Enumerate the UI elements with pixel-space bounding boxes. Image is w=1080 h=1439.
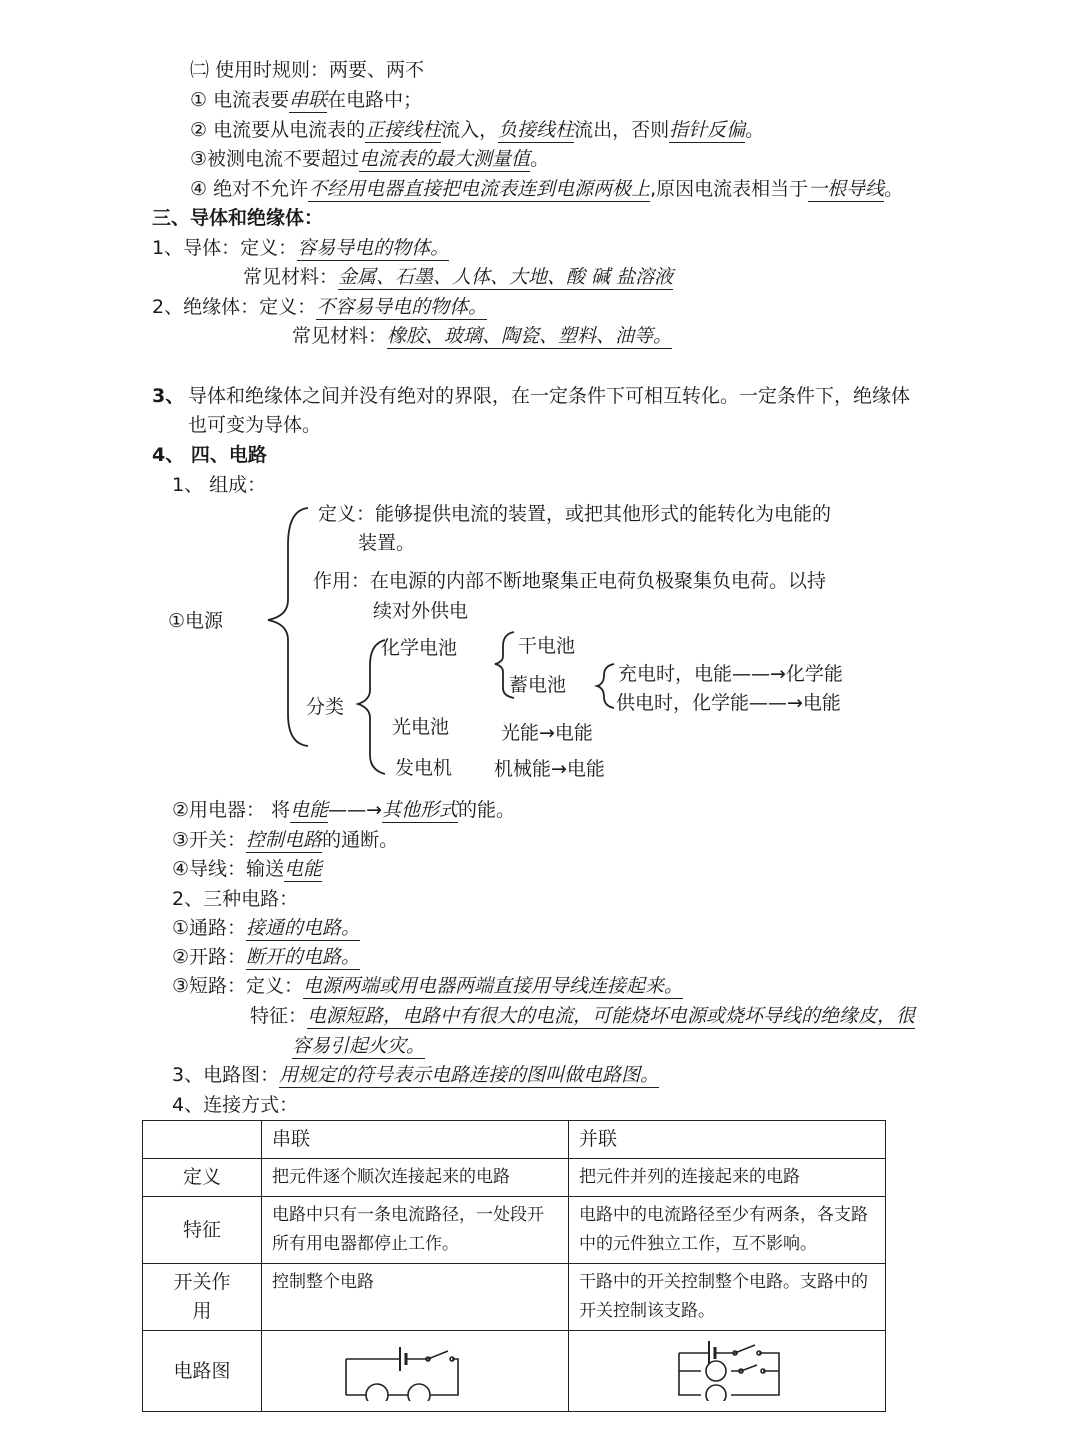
connection-title: 4、连接方式： xyxy=(172,1094,299,1116)
parallel-cell: 把元件并列的连接起来的电路 xyxy=(569,1159,886,1197)
three-circuits-title: 2、三种电路： xyxy=(172,888,299,910)
header-parallel: 并联 xyxy=(569,1121,886,1159)
source-def-line2: 装置。 xyxy=(358,532,416,554)
composition-title: 1、 组成： xyxy=(172,474,267,496)
source-def-line1: 定义：能够提供电流的装置，或把其他形式的能转化为电能的 xyxy=(318,503,832,525)
row-label: 开关作用 xyxy=(143,1264,262,1331)
table-row xyxy=(143,1159,886,1197)
table-row xyxy=(143,1331,886,1412)
source-label: ①电源 xyxy=(168,610,224,632)
rules-heading: ㈡ 使用时规则：两要、两不 xyxy=(190,59,425,81)
insulator-definition: 2、绝缘体：定义：不容易导电的物体。 xyxy=(152,296,488,318)
point-3-line2: 也可变为导体。 xyxy=(188,414,322,436)
rule-3: ③被测电流不要超过电流表的最大测量值。 xyxy=(190,148,550,170)
series-diagram-cell xyxy=(262,1331,569,1412)
photo-conversion: 光能→电能 xyxy=(501,722,593,744)
parallel-circuit-diagram xyxy=(569,1331,885,1401)
closed-circuit: ①通路：接通的电路。 xyxy=(172,917,361,939)
table-row xyxy=(143,1264,886,1331)
rule-2: ② 电流要从电流表的正接线柱流入，负接线柱流出，否则指针反偏。 xyxy=(190,119,765,141)
series-cell: 控制整个电路 xyxy=(262,1264,569,1331)
circuit-diagram-definition: 3、电路图：用规定的符号表示电路连接的图叫做电路图。 xyxy=(172,1064,660,1086)
generator-conversion: 机械能→电能 xyxy=(494,758,605,780)
parallel-cell: 干路中的开关控制整个电路。支路中的开关控制该支路。 xyxy=(569,1264,886,1331)
table-corner xyxy=(143,1121,262,1159)
series-circuit-diagram xyxy=(262,1331,568,1401)
source-func-line2: 续对外供电 xyxy=(373,600,469,622)
open-circuit: ②开路：断开的电路。 xyxy=(172,946,361,968)
storage-brace xyxy=(597,664,614,708)
switch-line: ③开关：控制电路的通断。 xyxy=(172,829,399,851)
parallel-cell: 电路中的电流路径至少有两条，各支路中的元件独立工作，互不影响。 xyxy=(569,1197,886,1264)
series-cell: 电路中只有一条电流路径，一处段开所有用电器都停止工作。 xyxy=(262,1197,569,1264)
short-circuit-definition: ③短路：定义：电源两端或用电器两端直接用导线连接起来。 xyxy=(172,975,684,997)
conductor-materials: 常见材料：金属、石墨、人体、大地、酸 碱 盐溶液 xyxy=(243,266,674,288)
short-circuit-feature: 特征：电源短路，电路中有很大的电流，可能烧坏电源或烧坏导线的绝缘皮，很 xyxy=(250,1005,916,1027)
point-3-number: 3、 xyxy=(152,385,185,407)
wire-line: ④导线：输送电能 xyxy=(172,858,323,880)
row-label: 特征 xyxy=(143,1197,262,1264)
conductor-definition: 1、导体：定义：容易导电的物体。 xyxy=(152,237,450,259)
insulator-materials: 常见材料：橡胶、玻璃、陶瓷、塑料、油等。 xyxy=(292,325,673,347)
source-func-line1: 作用：在电源的内部不断地聚集正电荷负极聚集负电荷。以持 xyxy=(313,570,827,592)
photo-battery: 光电池 xyxy=(392,716,450,738)
storage-battery: 蓄电池 xyxy=(509,674,567,696)
conductors-title: 三、导体和绝缘体： xyxy=(152,207,324,229)
rule-4: ④ 绝对不允许不经用电器直接把电流表连到电源两极上,原因电流表相当于一根导线。 xyxy=(190,178,904,200)
supply-conversion: 供电时，化学能——→电能 xyxy=(616,692,841,714)
chem-battery: 化学电池 xyxy=(381,637,458,659)
dry-battery: 干电池 xyxy=(518,635,576,657)
series-cell: 把元件逐个顺次连接起来的电路 xyxy=(262,1159,569,1197)
source-brace xyxy=(268,508,308,746)
connection-table xyxy=(142,1120,886,1412)
generator: 发电机 xyxy=(395,757,453,779)
table-row xyxy=(143,1197,886,1264)
appliance-line: ②用电器： 将电能——→其他形式的能。 xyxy=(172,799,516,821)
table-header-row xyxy=(143,1121,886,1159)
circuit-title: 4、 四、电路 xyxy=(152,444,267,466)
header-series: 串联 xyxy=(262,1121,569,1159)
class-label: 分类 xyxy=(306,696,345,718)
row-label: 定义 xyxy=(143,1159,262,1197)
short-circuit-feature-cont: 容易引起火灾。 xyxy=(292,1035,426,1057)
point-3-line1: 导体和绝缘体之间并没有绝对的界限，在一定条件下可相互转化。一定条件下，绝缘体 xyxy=(188,385,911,407)
row-label: 电路图 xyxy=(143,1331,262,1412)
parallel-diagram-cell xyxy=(569,1331,886,1412)
charge-conversion: 充电时，电能——→化学能 xyxy=(618,663,843,685)
rule-1: ① 电流表要串联在电路中； xyxy=(190,89,423,111)
